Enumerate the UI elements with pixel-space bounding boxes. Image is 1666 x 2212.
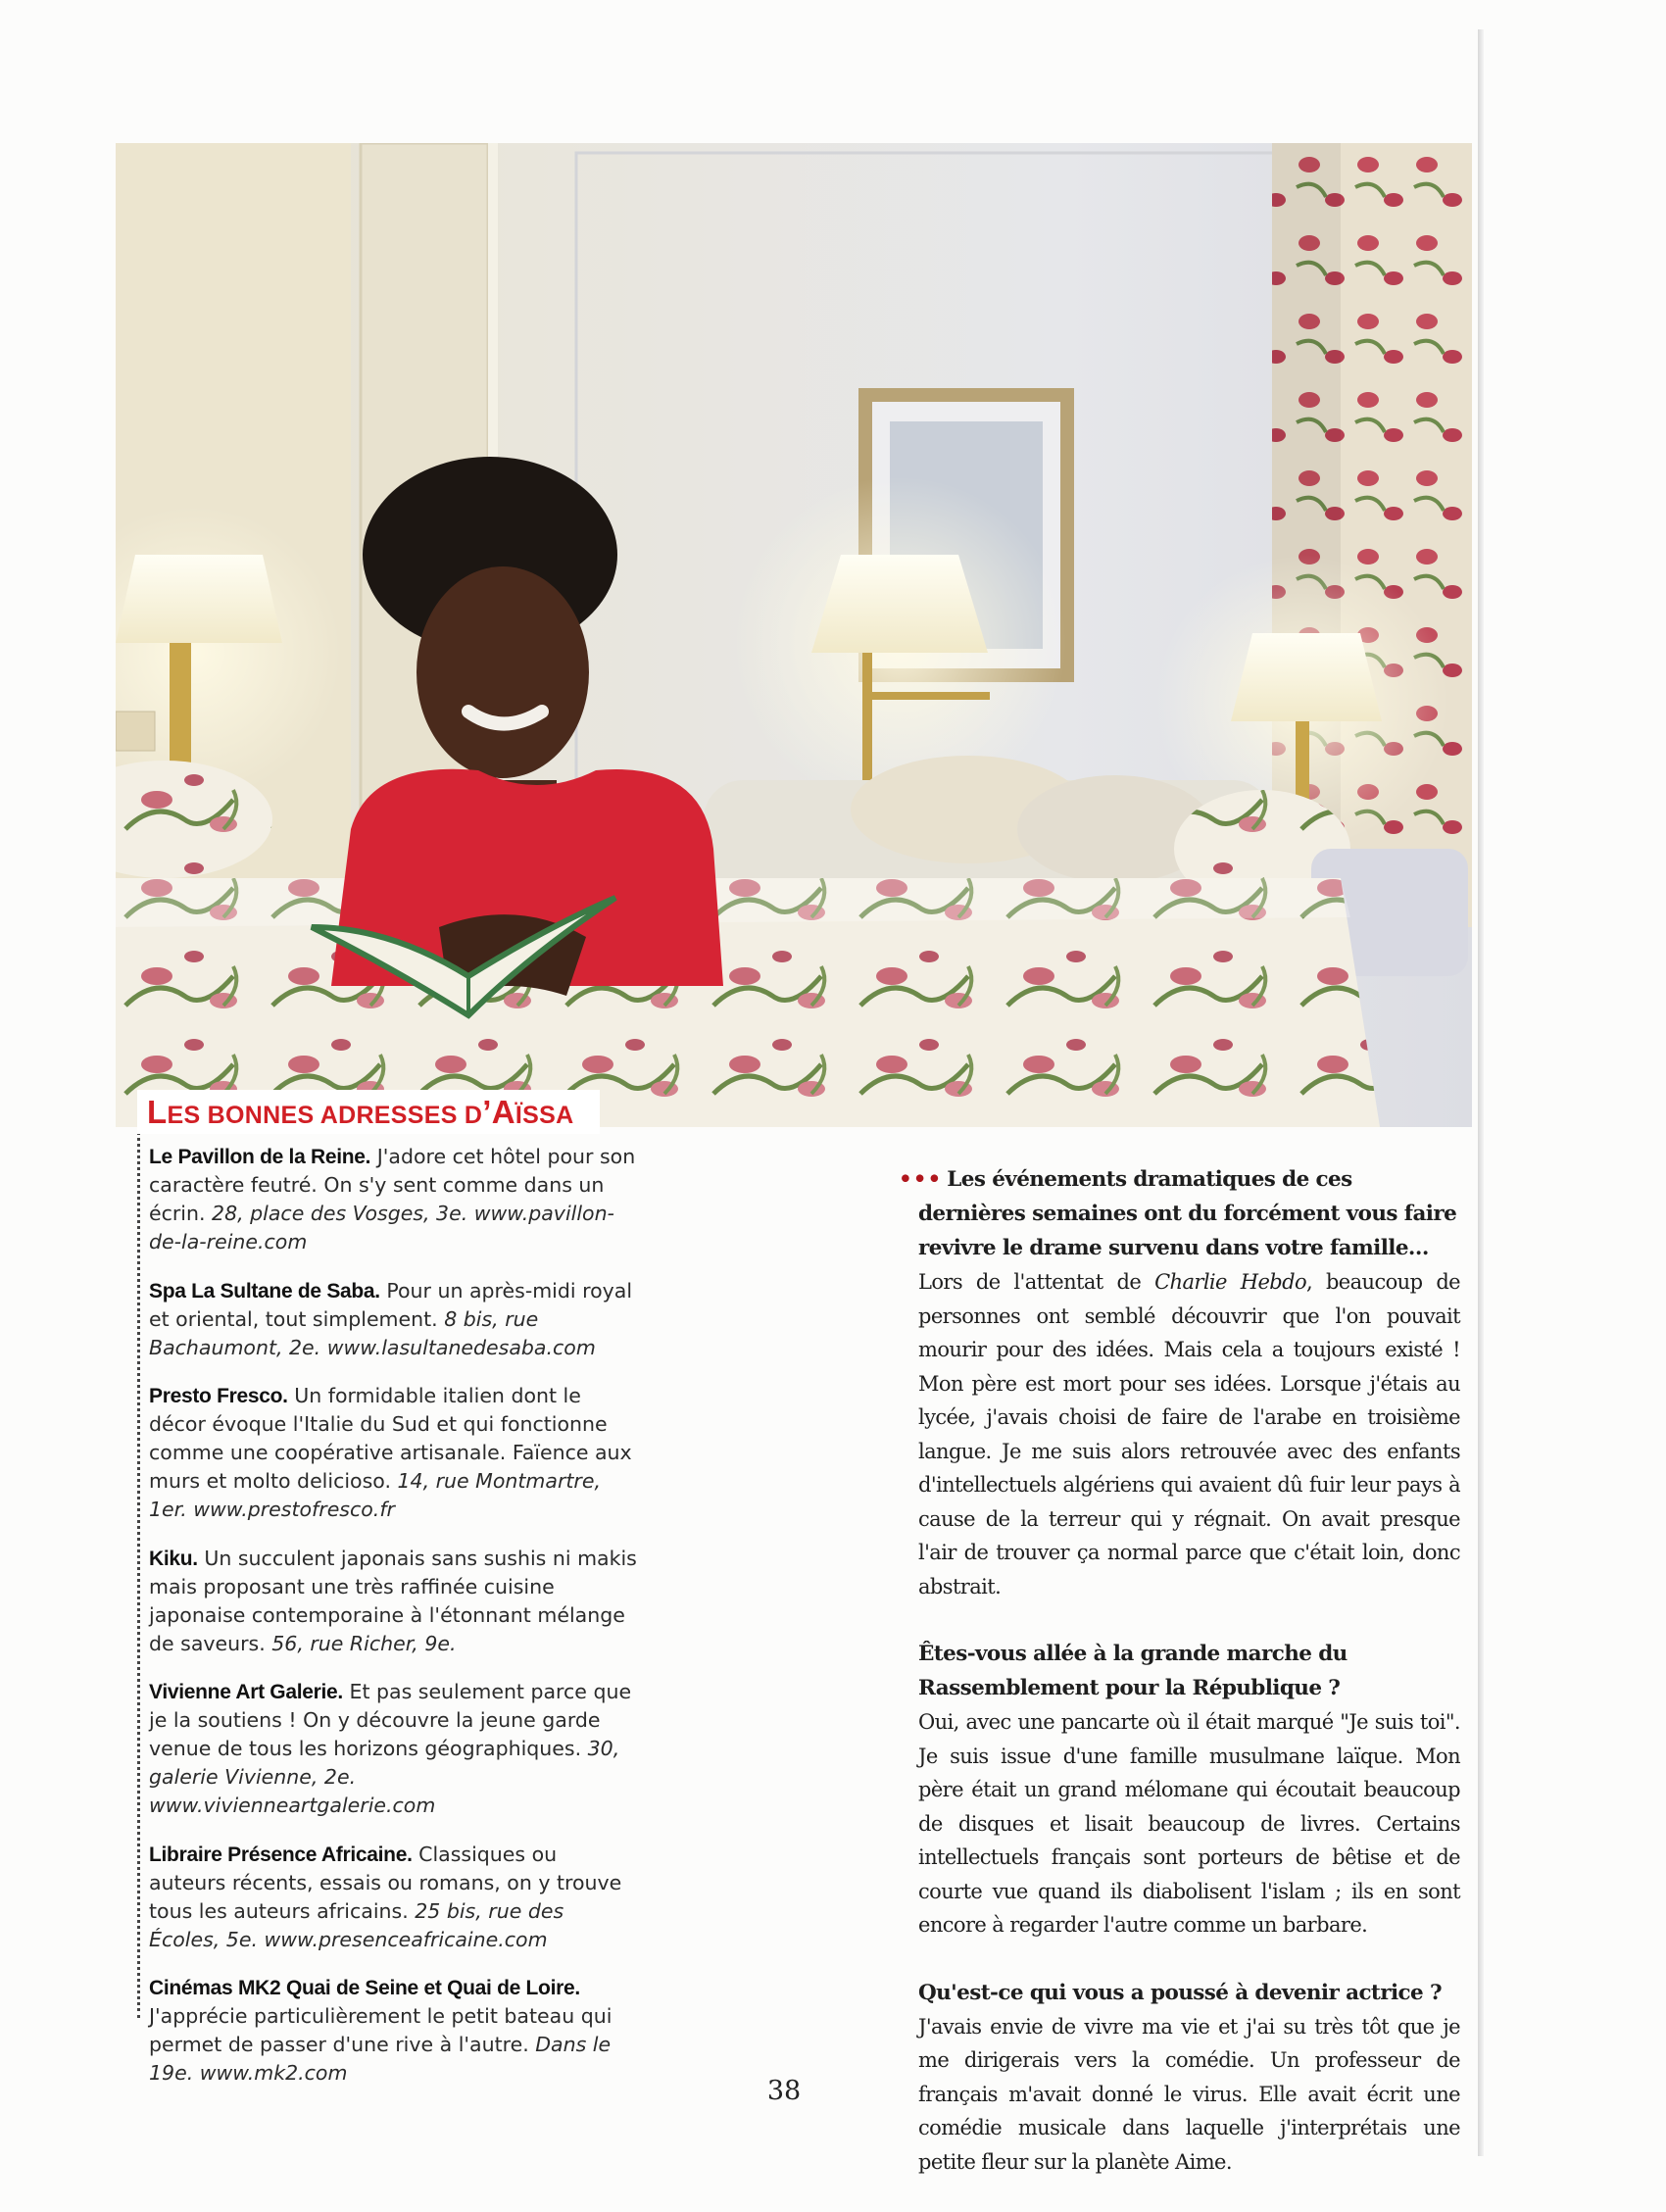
continuation-dots: ••• (899, 1167, 943, 1192)
interview-question: ••• Les événements dramatiques de ces dernières semaines ont du forcément vous faire revivre le drame survenu dans votre famille… (899, 1167, 1457, 1260)
addresses-sidebar (137, 1090, 637, 2085)
hotel-room-photo (116, 143, 1472, 1130)
address-entry: Libraire Présence Africaine. Classiques ou auteurs récents, essais ou romans, on y trouve tous les auteurs africains. 25 bis, rue des Écoles, 5e. www.presenceafricaine.com (149, 1842, 622, 1951)
address-entry: Spa La Sultane de Saba. Pour un après-midi royal et oriental, tout simplement. 8 bis, rue Bachaumont, 2e. www.lasultanedesaba.com (149, 1278, 633, 1359)
sidebar-title: LES BONNES ADRESSES D’AÏSSA (147, 1094, 574, 1130)
interview-article (899, 1162, 1460, 2212)
interview-answer: Lors de l'attentat de Charlie Hebdo, beaucoup de personnes ont semblé découvrir que l'on pouvait mourir pour des idées. Mais cela a toujours existé ! Mon père est mort pour ses idées. Lorsque j'étais au lycée, j'avais choisi de faire de l'arabe en troisième langue. Je me suis alors retrouvée avec des enfants d'intellectuels algériens qui avaient dû fuir leur pays à cause de la terreur qui y régnait. On avait presque l'air de trouver ça normal parce que c'était loin, donc abstrait. (918, 1270, 1460, 1598)
sidebar-dotted-border (137, 1090, 140, 2018)
address-entry: Le Pavillon de la Reine. J'adore cet hôtel pour son caractère feutré. On s'y sent comme dans un écrin. 28, place des Vosges, 3e. www.pavillon-de-la-reine.com (149, 1145, 636, 1253)
address-entry: Vivienne Art Galerie. Et pas seulement parce que je la soutiens ! On y découvre la jeune garde venue de tous les horizons géographiques. 30, galerie Vivienne, 2e. www.vivienneartgalerie.com (149, 1680, 632, 1817)
address-entry: Kiku. Un succulent japonais sans sushis ni makis mais proposant une très raffinée cuisine japonaise contemporaine à l'étonnant mélange de saveurs. 56, rue Richer, 9e. (149, 1546, 637, 1655)
address-list (149, 1143, 639, 2094)
address-entry: Presto Fresco. Un formidable italien dont le décor évoque l'Italie du Sud et qui fonctionne comme une coopérative artisanale. Faïence aux murs et molto delicioso. 14, rue Montmartre, 1er. www.prestofresco.fr (149, 1384, 632, 1521)
address-entry: Cinémas MK2 Quai de Seine et Quai de Loire. J'apprécie particulièrement le petit bateau qui permet de passer d'une rive à l'autre. Dans le 19e. www.mk2.com (149, 1977, 612, 2085)
sidebar-header (137, 1090, 600, 1134)
interview-question: Qu'est-ce qui vous a poussé à devenir actrice ? (918, 1980, 1443, 2005)
interview-answer: J'avais envie de vivre ma vie et j'ai su très tôt que je me dirigerais vers la comédie. Un professeur de français m'avait donné le virus. Elle avait écrit une comédie musicale dans laquelle j'interprétais une petite fleur sur la planète Aime. (918, 2014, 1460, 2174)
interview-answer: Oui, avec une pancarte où il était marqué "Je suis toi". Je suis issue d'une famille musulmane laïque. Mon père était un grand mélomane qui écoutait beaucoup de disques et lisait beaucoup de livres. Certains intellectuels français sont porteurs de bêtise et de courte vue quand ils diabolisent l'islam ; ils en sont encore à regarder l'autre comme un barbare. (918, 1710, 1460, 1937)
page-number: 38 (766, 2076, 802, 2106)
page-edge-shadow (1478, 29, 1484, 2156)
interview-question: Êtes-vous allée à la grande marche du Rassemblement pour la République ? (918, 1642, 1348, 1700)
